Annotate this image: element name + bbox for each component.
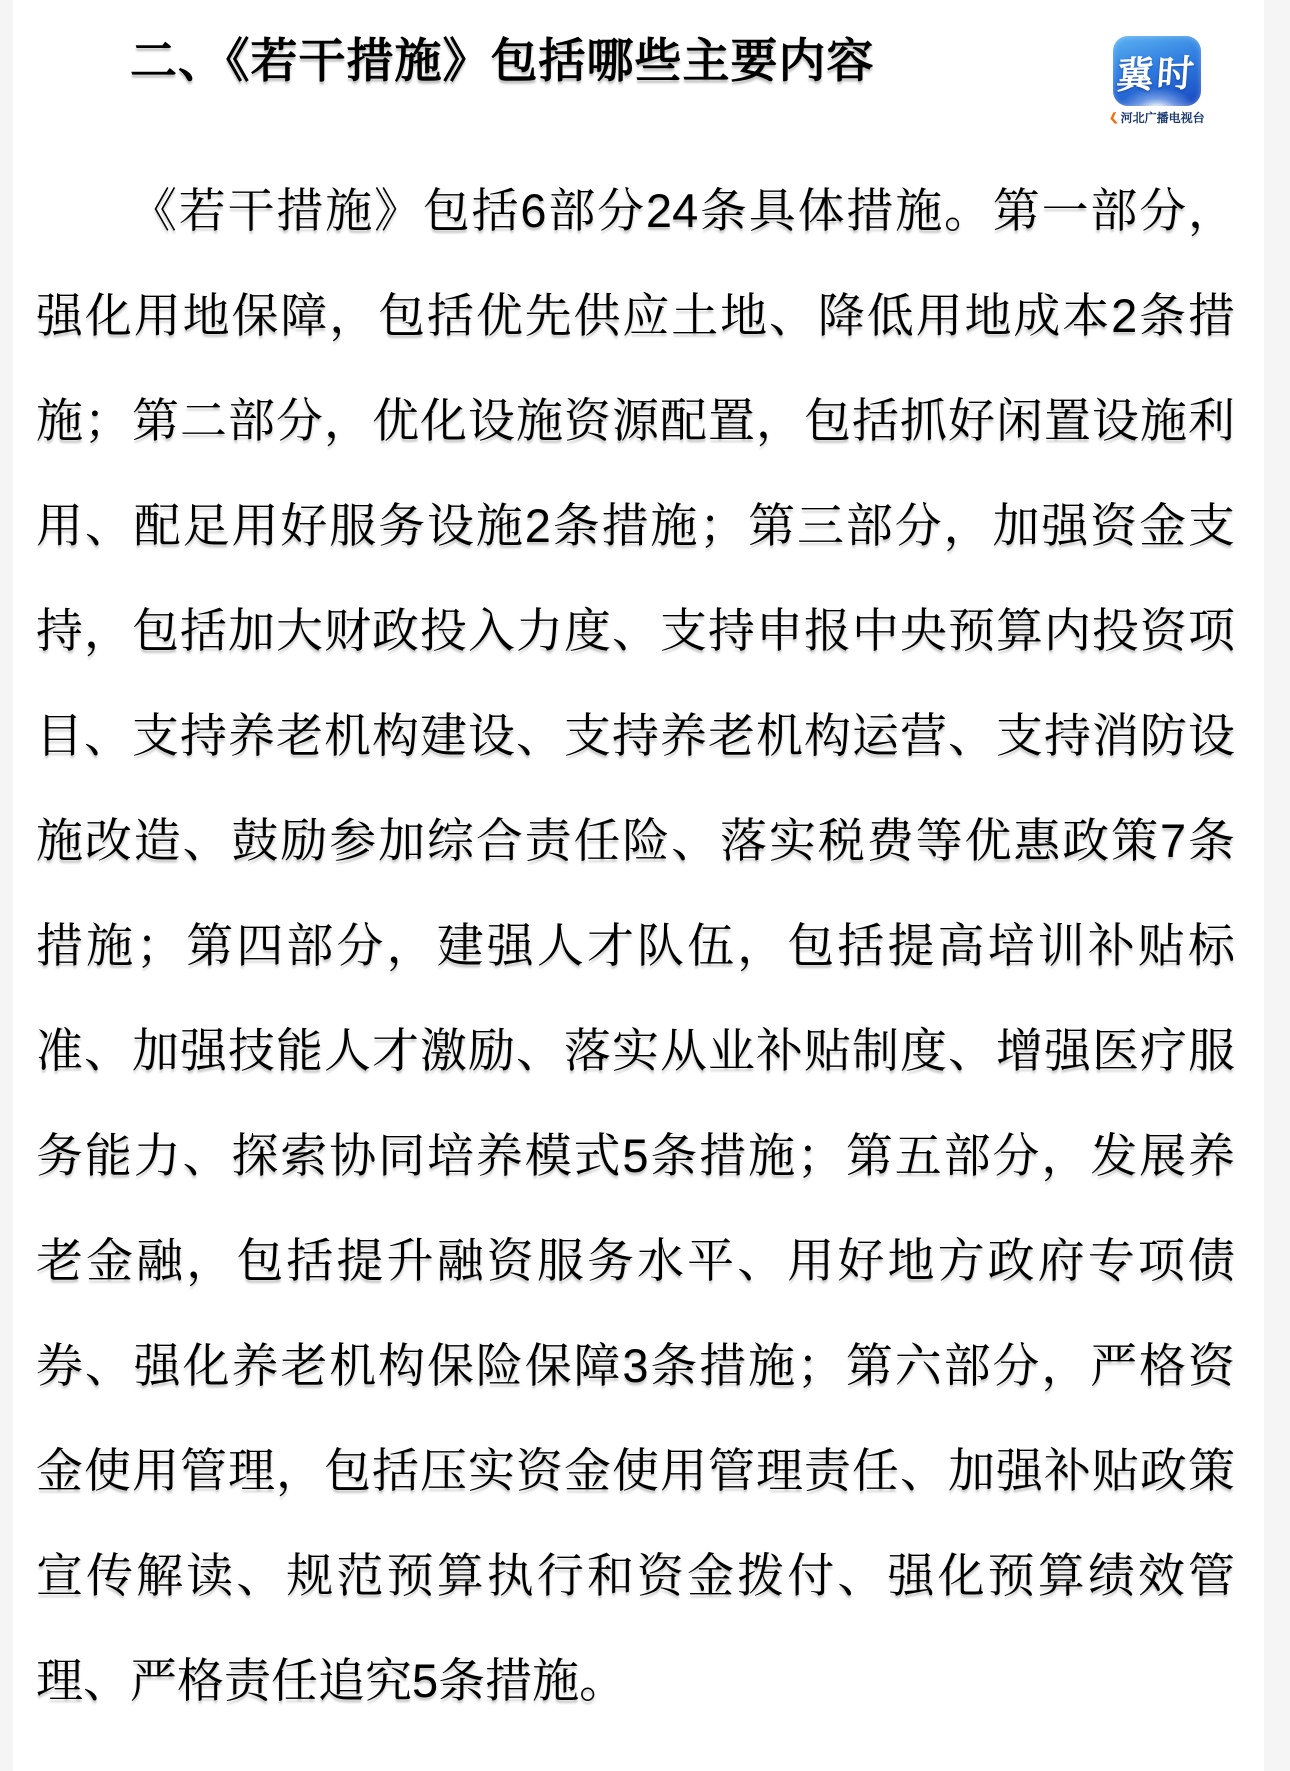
content-area [13,0,1264,1771]
logo-glyph-text: 冀时 [1115,53,1199,98]
article-line: 强化用地保障，包括优先供应土地、降低用地成本2条措 [36,289,1235,342]
station-logo-icon [1113,36,1201,106]
article-body [36,158,1235,1733]
article-line: 目、支持养老机构建设、支持养老机构运营、支持消防设 [36,709,1235,762]
article-line: 理、严格责任追究5条措施。 [36,1654,627,1707]
article-line: 准、加强技能人才激励、落实从业补贴制度、增强医疗服 [36,1024,1235,1077]
article-line: 措施；第四部分，建强人才队伍，包括提高培训补贴标 [36,919,1235,972]
right-gutter [1264,0,1290,1771]
article-line: 《若干措施》包括6部分24条具体措施。第一部分， [130,184,1235,237]
page-title: 二、《若干措施》包括哪些主要内容 [130,34,875,87]
broadcast-mark-icon: ❮ [1108,111,1120,125]
article-line: 宣传解读、规范预算执行和资金拨付、强化预算绩效管 [36,1549,1235,1602]
logo-caption [1105,109,1209,126]
article-line: 券、强化养老机构保险保障3条措施；第六部分，严格资 [36,1339,1235,1392]
logo-caption-text: 河北广播电视台 [1120,111,1205,125]
article-line: 用、配足用好服务设施2条措施；第三部分，加强资金支 [36,499,1235,552]
article-line: 施；第二部分，优化设施资源配置，包括抓好闲置设施利 [36,394,1235,447]
article-line: 金使用管理，包括压实资金使用管理责任、加强补贴政策 [36,1444,1235,1497]
article-line: 务能力、探索协同培养模式5条措施；第五部分，发展养 [36,1129,1235,1182]
article-line: 施改造、鼓励参加综合责任险、落实税费等优惠政策7条 [36,814,1235,867]
station-logo [1105,36,1209,126]
article-line: 持，包括加大财政投入力度、支持申报中央预算内投资项 [36,604,1235,657]
left-gutter [0,0,13,1771]
article-line: 老金融，包括提升融资服务水平、用好地方政府专项债 [36,1234,1235,1287]
